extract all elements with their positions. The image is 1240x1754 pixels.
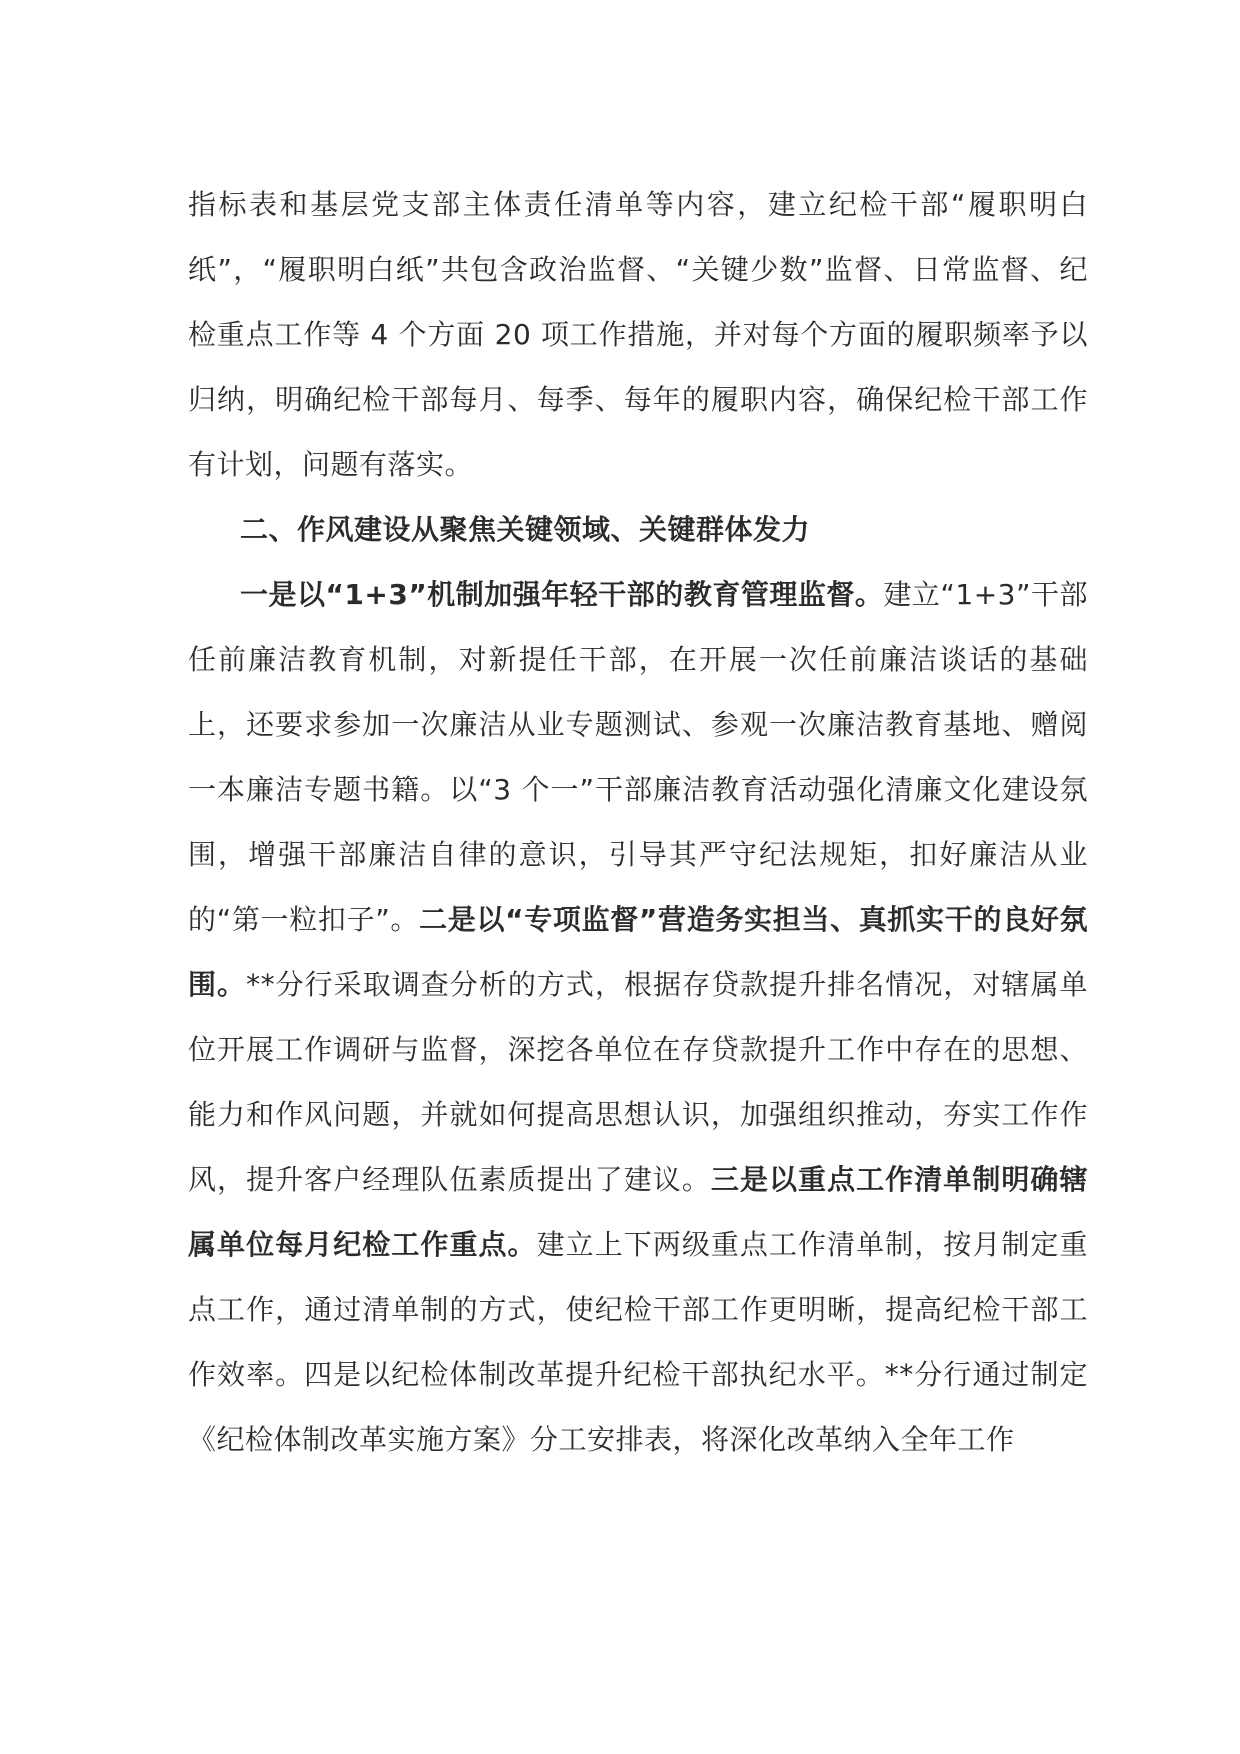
point-3-text: 建立上下两级重点工作清单制，按月制定重点工作，通过清单制的方式，使纪检干部工作更明晰，提高纪检干部工作效率。四是以纪检体制改革提升纪检干部执纪水平。**分行通过制定《纪检体制改革实施方案》分工安排表，将深化改革纳入全年工作 (188, 1228, 1088, 1456)
point-2-text: **分行采取调查分析的方式，根据存贷款提升排名情况，对辖属单位开展工作调研与监督，深挖各单位在存贷款提升工作中存在的思想、能力和作风问题，并就如何提高思想认识，加强组织推动，夯实工作作风，提升客户经理队伍素质提出了建议。 (188, 968, 1088, 1196)
section-heading-2: 二、作风建设从聚焦关键领域、关键群体发力 (240, 513, 811, 546)
body-paragraph-1: 指标表和基层党支部主体责任清单等内容，建立纪检干部“履职明白纸”，“履职明白纸”共包含政治监督、“关键少数”监督、日常监督、纪检重点工作等 4 个方面 20 项工作措施，并对每个方面的履职频率予以归纳，明确纪检干部每月、每季、每年的履职内容，确保纪检干部工作有计划，问题有落实。 (188, 188, 1088, 481)
point-2-lead: 二是以“专项监督”营造务实担当、真抓实干的良好氛围。 (188, 903, 1088, 1001)
document-body (188, 172, 1088, 1472)
point-3-lead: 三是以重点工作清单制明确辖属单位每月纪检工作重点。 (188, 1163, 1088, 1261)
point-1-text: 建立“1+3”干部任前廉洁教育机制，对新提任干部，在开展一次任前廉洁谈话的基础上，还要求参加一次廉洁从业专题测试、参观一次廉洁教育基地、赠阅一本廉洁专题书籍。以“3 个一”干部廉洁教育活动强化清廉文化建设氛围，增强干部廉洁自律的意识，引导其严守纪法规矩，扣好廉洁从业的“第一粒扣子”。 (188, 578, 1089, 936)
point-1-lead: 一是以“1+3”机制加强年轻干部的教育管理监督。 (240, 578, 884, 611)
body-paragraph-2 (188, 562, 1088, 1472)
